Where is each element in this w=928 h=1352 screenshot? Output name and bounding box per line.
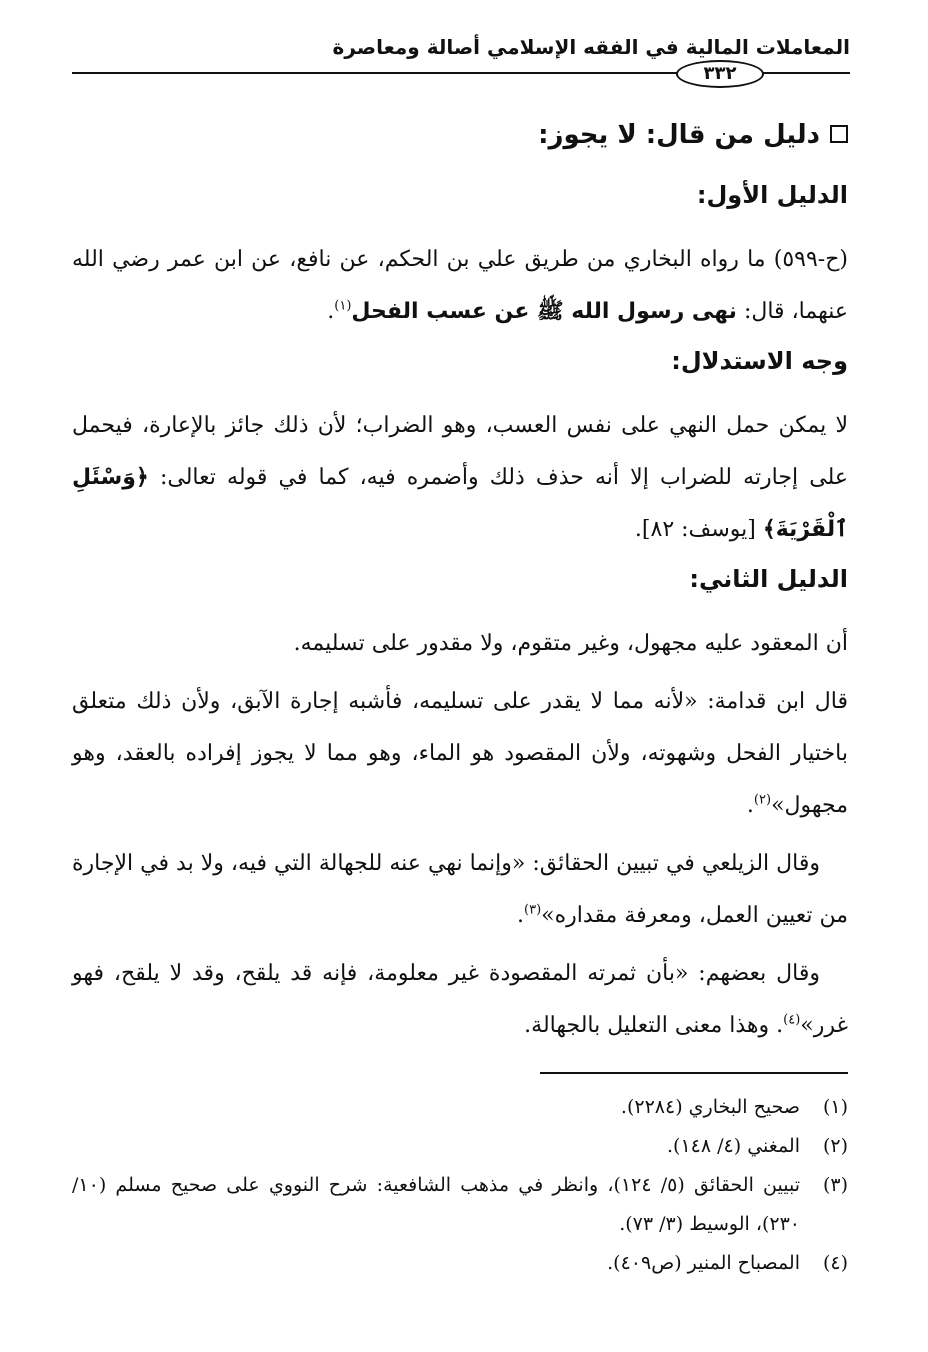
ibn-qudamah-text: قال ابن قدامة: «لأنه مما لا يقدر على تسليمه، فأشبه إجارة الآبق، ولأن ذلك متعلق باختيار الفحل وشهوته، ولأن المقصود هو الماء، وهو مما لا يجوز إفراده بالعقد، وهو مجهول» — [72, 689, 848, 818]
first-evidence-heading: الدليل الأول: — [696, 181, 848, 209]
square-bullet-icon — [830, 125, 848, 143]
footnote-number: (٢) — [822, 1135, 848, 1157]
footnote — [72, 1127, 848, 1166]
quran-verse: ﴿وَسْئَلِ ٱلْقَرْيَةَ﴾ — [72, 465, 848, 542]
section-heading — [72, 118, 848, 152]
footnote-marker-1: (١) — [334, 298, 352, 314]
footnote-text: المصباح المنير (ص٤٠٩). — [607, 1252, 800, 1274]
footnote — [72, 1166, 848, 1244]
others-text: وقال بعضهم: «بأن ثمرته المقصودة غير معلومة، فإنه قد يلقح، وقد لا يلقح، فهو غرر» — [72, 961, 848, 1038]
page-body — [72, 118, 848, 1058]
footnote-marker-2: (٢) — [753, 792, 772, 808]
footnote-number: (٤) — [822, 1252, 848, 1274]
running-header: المعاملات المالية في الفقه الإسلامي أصالة ومعاصرة — [332, 35, 850, 59]
second-evidence-paragraph: أن المعقود عليه مجهول، وغير متقوم، ولا مقدور على تسليمه. — [293, 631, 848, 656]
footnote-text: صحيح البخاري (٢٢٨٤). — [620, 1096, 800, 1118]
page-number: ٣٣٢ — [676, 60, 764, 88]
footnote-number: (٣) — [822, 1174, 848, 1196]
hadith-text: ما رواه البخاري من طريق علي بن الحكم، عن نافع، عن ابن عمر رضي الله عنهما، قال: — [72, 247, 848, 324]
others-tail: وهذا معنى التعليل بالجهالة. — [524, 1013, 770, 1038]
inference-paragraph — [72, 400, 848, 556]
hadith-reference: (ح-٥٩٩) — [773, 247, 848, 272]
footnote — [72, 1088, 848, 1127]
footnote-marker-3: (٣) — [524, 902, 542, 918]
footnote — [72, 1244, 848, 1283]
hadith-quote: نهى رسول الله ﷺ عن عسب الفحل — [351, 299, 737, 324]
second-evidence-heading: الدليل الثاني: — [689, 565, 848, 593]
inference-text: لا يمكن حمل النهي على نفس العسب، وهو الضراب؛ لأن ذلك جائز بالإعارة، فيحمل على إجارته للضراب إلا أنه حذف ذلك وأضمره فيه، كما في قوله تعالى: — [72, 413, 848, 490]
zaylai-paragraph: وقال الزيلعي في تبيين الحقائق: «وإنما نهي عنه للجهالة التي فيه، ولا بد في الإجارة من تعيين العمل، ومعرفة مقداره»$^{(٣)}$. — [72, 851, 848, 928]
hadith-paragraph: (ح-٥٩٩) ما رواه البخاري من طريق علي بن الحكم، عن نافع، عن ابن عمر رضي الله عنهما، قال: نهى رسول الله ﷺ عن عسب الفحل$^{(١)}$. — [72, 247, 848, 324]
footnote-rule — [540, 1072, 848, 1074]
verse-reference: [يوسف: ٨٢]. — [634, 517, 756, 542]
section-heading-text: دليل من قال: لا يجوز: — [538, 120, 820, 150]
others-paragraph: وقال بعضهم: «بأن ثمرته المقصودة غير معلومة، فإنه قد يلقح، وقد لا يلقح، فهو غرر»$^{(٤)}$. وهذا معنى التعليل بالجهالة. — [72, 961, 848, 1038]
footnote-number: (١) — [822, 1096, 848, 1118]
ibn-qudamah-paragraph: قال ابن قدامة: «لأنه مما لا يقدر على تسليمه، فأشبه إجارة الآبق، ولأن ذلك متعلق باختيار الفحل وشهوته، ولأن المقصود هو الماء، وهو مما لا يجوز إفراده بالعقد، وهو مجهول»$^{(٢)}$. — [72, 689, 848, 818]
zaylai-text: وقال الزيلعي في تبيين الحقائق: «وإنما نهي عنه للجهالة التي فيه، ولا بد في الإجارة من تعيين العمل، ومعرفة مقداره» — [72, 851, 848, 928]
inference-heading: وجه الاستدلال: — [671, 347, 848, 375]
footnotes — [72, 1088, 848, 1283]
footnote-marker-4: (٤) — [783, 1012, 801, 1028]
footnote-text: تبيين الحقائق (٥/ ١٢٤)، وانظر في مذهب الشافعية: شرح النووي على صحيح مسلم (١٠/ ٢٣٠)، الوسيط (٣/ ٧٣). — [72, 1174, 800, 1235]
footnote-text: المغني (٤/ ١٤٨). — [667, 1135, 800, 1157]
